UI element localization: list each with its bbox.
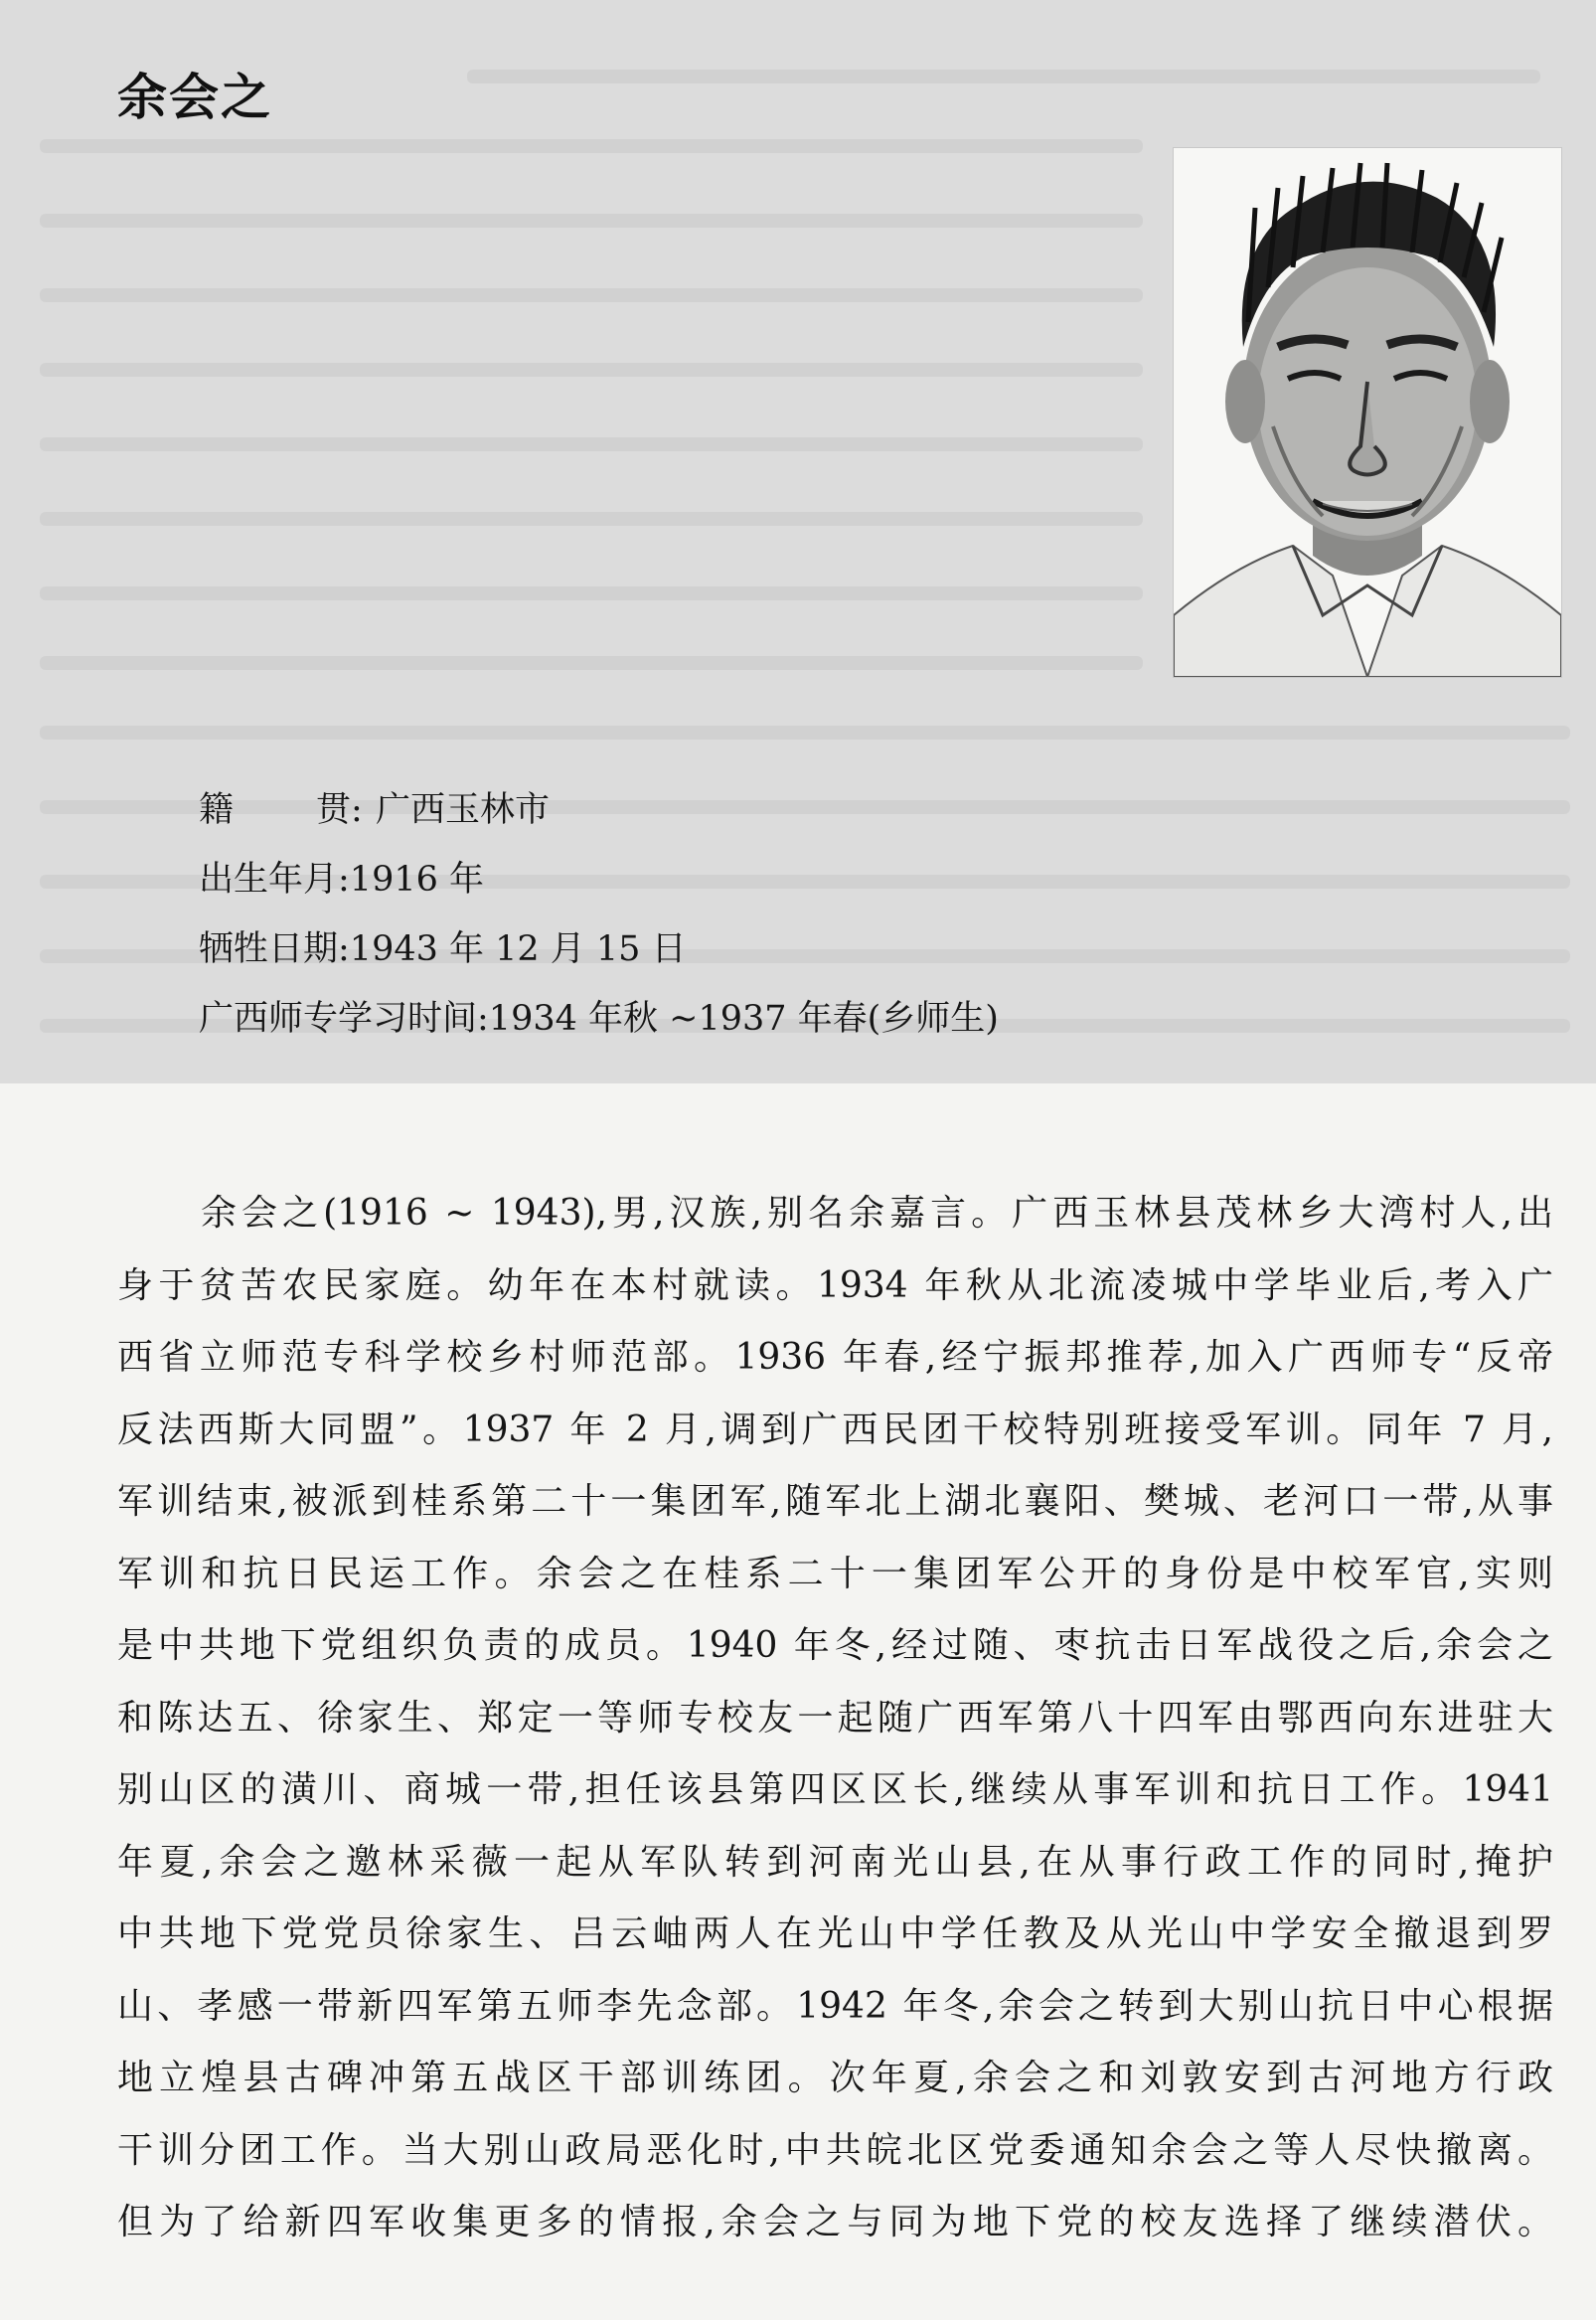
native-place-value: 广西玉林市: [376, 790, 551, 830]
birth-value: 1916 年: [349, 860, 484, 900]
texture-line: [40, 214, 1143, 228]
biography-text: [117, 1178, 1553, 2259]
bio-line: 别山区的潢川、商城一带,担任该县第四区区长,继续从事军训和抗日工作。1941: [117, 1769, 1553, 1810]
bio-line: 年夏,余会之邀林采薇一起从军队转到河南光山县,在从事行政工作的同时,掩护: [117, 1841, 1553, 1883]
native-place-row: [199, 775, 999, 845]
bio-line: 山、孝感一带新四军第五师李先念部。1942 年冬,余会之转到大别山抗日中心根据: [117, 1985, 1553, 2027]
birth-row: [199, 845, 999, 914]
bio-line: 反法西斯大同盟”。1937 年 2 月,调到广西民团干校特别班接受军训。同年 7 月,: [117, 1409, 1553, 1450]
birth-label: 出生年月:: [199, 860, 350, 900]
texture-line: [40, 437, 1143, 451]
texture-line: [40, 139, 1143, 153]
native-place-label-a: 籍: [199, 790, 235, 830]
bio-line: 地立煌县古碑冲第五战区干部训练团。次年夏,余会之和刘敦安到古河地方行政: [117, 2058, 1553, 2098]
texture-line: [40, 726, 1570, 740]
death-row: [199, 914, 999, 984]
page-title: 余会之: [117, 69, 272, 126]
death-label: 牺牲日期:: [199, 929, 350, 969]
portrait-sketch: [1173, 147, 1562, 678]
profile-info: [199, 775, 999, 1054]
bio-line: 但为了给新四军收集更多的情报,余会之与同为地下党的校友选择了继续潜伏。: [117, 2202, 1553, 2242]
texture-line: [40, 586, 1143, 600]
bio-line: 是中共地下党组织负责的成员。1940 年冬,经过随、枣抗击日军战役之后,余会之: [117, 1625, 1553, 1666]
bio-line: 军训结束,被派到桂系第二十一集团军,随军北上湖北襄阳、樊城、老河口一带,从事: [117, 1481, 1553, 1522]
bio-line: 和陈达五、徐家生、郑定一等师专校友一起随广西军第八十四军由鄂西向东进驻大: [117, 1697, 1553, 1739]
header-band: [0, 0, 1596, 1083]
bio-line: 西省立师范专科学校乡村师范部。1936 年春,经宁振邦推荐,加入广西师专“反帝: [117, 1337, 1553, 1378]
native-place-label: [199, 775, 376, 845]
texture-line: [40, 512, 1143, 526]
death-value: 1943 年 12 月 15 日: [349, 929, 687, 969]
bio-line: 余会之(1916 ~ 1943),男,汉族,别名余嘉言。广西玉林县茂林乡大湾村人,出: [201, 1193, 1553, 1234]
texture-line: [40, 656, 1143, 670]
bio-line: 身于贫苦农民家庭。幼年在本村就读。1934 年秋从北流凌城中学毕业后,考入广: [117, 1264, 1553, 1306]
study-value: 1934 年秋 ~1937 年春(乡师生): [488, 999, 999, 1039]
bio-line: 中共地下党党员徐家生、吕云岫两人在光山中学任教及从光山中学安全撤退到罗: [117, 1913, 1553, 1954]
texture-line: [40, 288, 1143, 302]
texture-line: [40, 363, 1143, 377]
texture-line: [467, 70, 1540, 83]
bio-line: 干训分团工作。当大别山政局恶化时,中共皖北区党委通知余会之等人尽快撤离。: [117, 2129, 1553, 2171]
study-label: 广西师专学习时间:: [199, 999, 489, 1039]
native-place-label-b: 贯:: [316, 790, 363, 830]
bio-line: 军训和抗日民运工作。余会之在桂系二十一集团军公开的身份是中校军官,实则: [117, 1553, 1553, 1594]
study-row: [199, 984, 999, 1054]
